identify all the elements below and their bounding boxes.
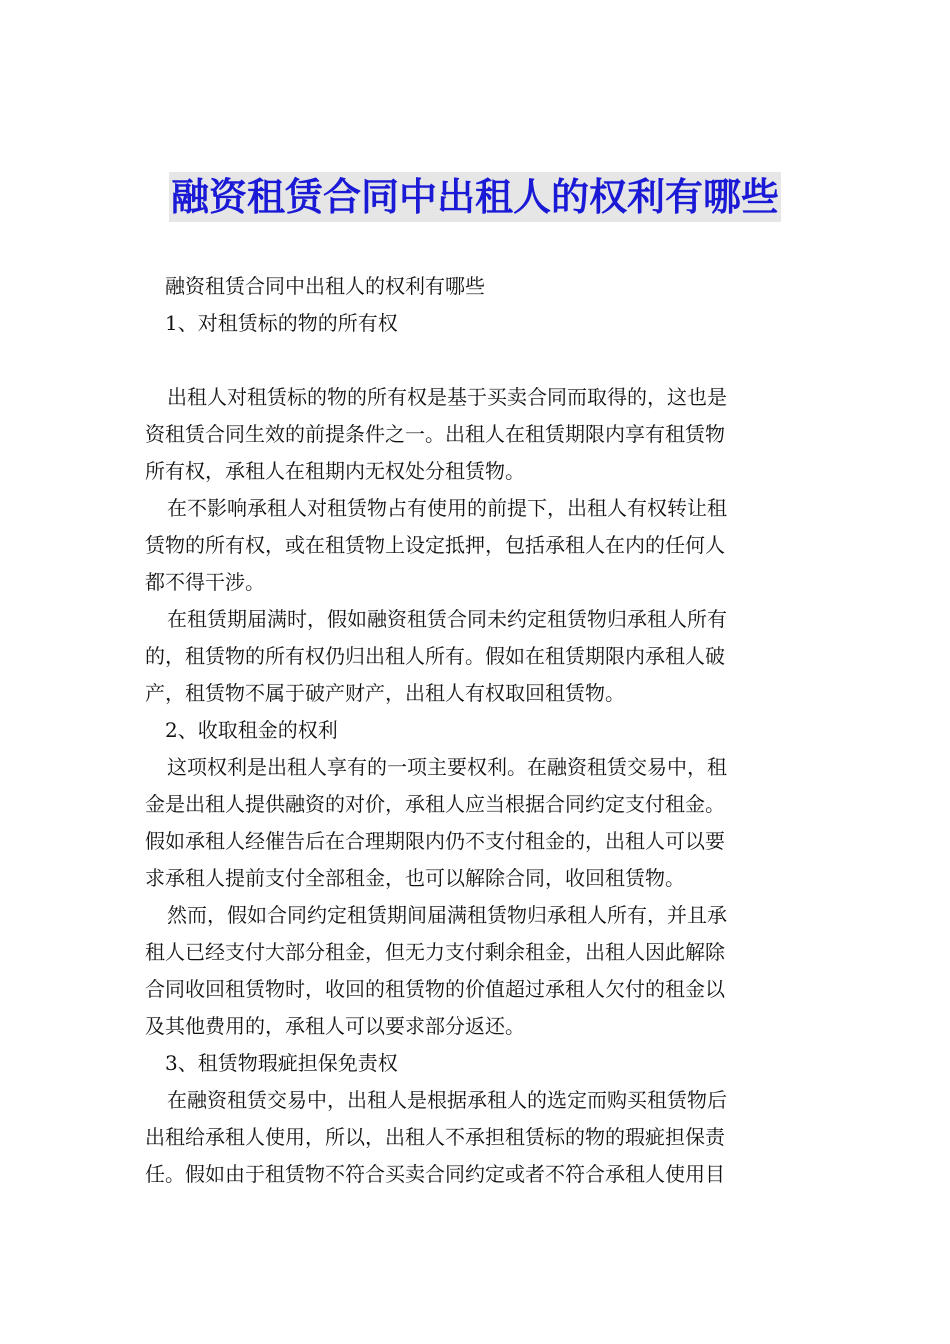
- paragraph-line: 产，租赁物不属于破产财产，出租人有权取回租赁物。: [145, 681, 625, 705]
- paragraph-line: 租人已经支付大部分租金，但无力支付剩余租金，出租人因此解除: [145, 940, 725, 964]
- section-heading: 2、收取租金的权利: [165, 718, 338, 742]
- paragraph: [145, 1082, 810, 1193]
- paragraph-line: 赁物的所有权，或在租赁物上设定抵押，包括承租人在内的任何人: [145, 533, 725, 557]
- paragraph-line: 然而，假如合同约定租赁期间届满租赁物归承租人所有，并且承: [167, 903, 727, 927]
- paragraph-line: 假如承租人经催告后在合理期限内仍不支付租金的，出租人可以要: [145, 829, 725, 853]
- paragraph: [145, 749, 810, 897]
- paragraph-line: 所有权，承租人在租期内无权处分租赁物。: [145, 459, 525, 483]
- paragraph-line: 在租赁期届满时，假如融资租赁合同未约定租赁物归承租人所有: [167, 607, 727, 631]
- paragraph-line: 及其他费用的，承租人可以要求部分返还。: [145, 1014, 525, 1038]
- paragraph-line: 的，租赁物的所有权仍归出租人所有。假如在租赁期限内承租人破: [145, 644, 725, 668]
- paragraph-line: 任。假如由于租赁物不符合买卖合同约定或者不符合承租人使用目: [145, 1162, 725, 1186]
- paragraph-line: 这项权利是出租人享有的一项主要权利。在融资租赁交易中，租: [167, 755, 727, 779]
- paragraph-line: 合同收回租赁物时，收回的租赁物的价值超过承租人欠付的租金以: [145, 977, 725, 1001]
- blank-line: [145, 342, 810, 379]
- paragraph-line: 求承租人提前支付全部租金，也可以解除合同，收回租赁物。: [145, 866, 685, 890]
- paragraph-line: 在融资租赁交易中，出租人是根据承租人的选定而购买租赁物后: [167, 1088, 727, 1112]
- paragraph: [145, 490, 810, 601]
- section-heading: 1、对租赁标的物的所有权: [165, 311, 398, 335]
- title-container: [0, 172, 950, 222]
- paragraph: [145, 379, 810, 490]
- paragraph-line: 在不影响承租人对租赁物占有使用的前提下，出租人有权转让租: [167, 496, 727, 520]
- paragraph-line: 资租赁合同生效的前提条件之一。出租人在租赁期限内享有租赁物: [145, 422, 725, 446]
- paragraph-line: 都不得干涉。: [145, 570, 265, 594]
- subtitle: 融资租赁合同中出租人的权利有哪些: [165, 274, 485, 298]
- paragraph: [145, 601, 810, 712]
- page-title: 融资租赁合同中出租人的权利有哪些: [169, 172, 781, 222]
- paragraph-line: 金是出租人提供融资的对价，承租人应当根据合同约定支付租金。: [145, 792, 725, 816]
- paragraph-line: 出租人对租赁标的物的所有权是基于买卖合同而取得的，这也是: [167, 385, 727, 409]
- paragraph: [145, 897, 810, 1045]
- section-heading: 3、租赁物瑕疵担保免责权: [165, 1051, 398, 1075]
- paragraph-line: 出租给承租人使用，所以，出租人不承担租赁标的物的瑕疵担保责: [145, 1125, 725, 1149]
- document-body: [145, 268, 810, 1193]
